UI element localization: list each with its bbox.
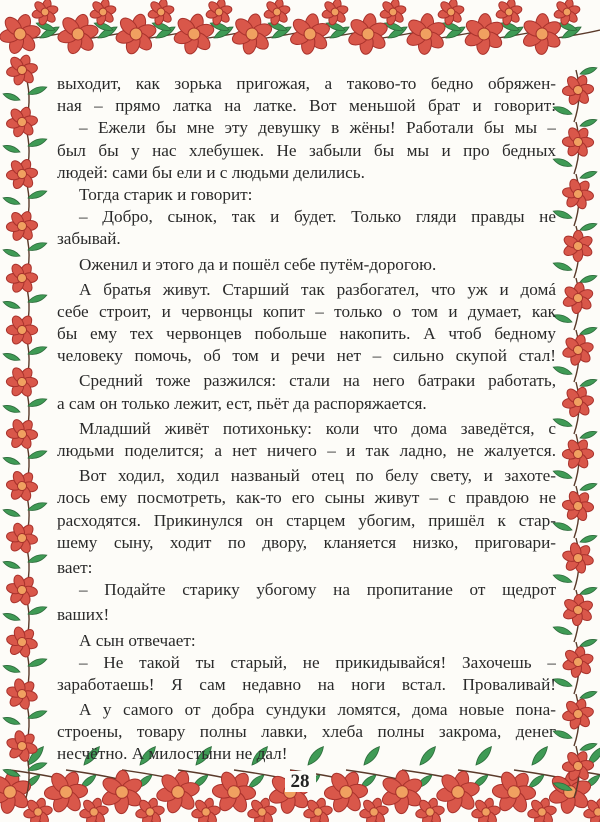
- text-line: людей: сами бы ели и с людьми делились.: [57, 162, 365, 182]
- flower-icon: [0, 464, 44, 508]
- text-line: Тогда старик и говорит:: [79, 184, 253, 204]
- leaf-icon: [2, 195, 21, 206]
- page-number: [0, 771, 600, 793]
- leaf-icon: [579, 533, 598, 544]
- text-line: А у самого от добра сундуки ломятся, дома новые пона-: [79, 700, 556, 720]
- leaf-icon: [579, 221, 598, 232]
- flower-icon: [559, 331, 598, 369]
- text-line: шему сыну, ходит по двору, кланяется низко, приговари-: [57, 532, 556, 552]
- leaf-icon: [2, 351, 21, 362]
- text-line: – Подайте старику убогому на пропитание от щедрот: [79, 580, 556, 600]
- flower-icon: [562, 230, 594, 262]
- leaf-icon: [2, 715, 21, 726]
- text-line: себе строит, и червонцы копит – только о том и думает, как: [57, 301, 556, 321]
- leaf-icon: [27, 396, 48, 408]
- flower-icon: [0, 516, 44, 560]
- flower-icon: [561, 593, 596, 627]
- text-line: лось ему посмотреть, как-то его сыны живут – с правдою не: [57, 488, 556, 508]
- flower-icon: [1, 153, 43, 195]
- leaf-icon: [579, 169, 598, 180]
- flower-icon: [520, 13, 563, 55]
- text-line: Средний тоже разжился: стали на него батраки работать,: [79, 371, 556, 391]
- text-line: заработаешь! Я сам недавно на ноги встал. Проваливай!: [57, 674, 556, 694]
- text-line: Оженил и этого да и пошёл себе путём-дорогою.: [79, 254, 437, 274]
- text-line: А братья живут. Старший так разбогател, что уж и домá: [79, 279, 556, 299]
- flower-icon: [559, 643, 597, 680]
- flower-icon: [0, 620, 44, 665]
- text-line: – Ежели бы мне эту девушку в жёны! Работали бы мы –: [79, 118, 556, 138]
- flower-icon: [1, 257, 44, 300]
- leaf-icon: [2, 143, 21, 154]
- text-line: строены, товару полны лавки, хлеба полны закрома, денег: [57, 722, 556, 742]
- leaf-icon: [27, 136, 48, 148]
- leaf-icon: [2, 247, 21, 258]
- text-line: – Не такой ты старый, не прикидывайся! Захочешь –: [79, 652, 556, 672]
- flower-icon: [1, 102, 42, 143]
- page-number-label: 28: [285, 771, 316, 792]
- leaf-icon: [579, 117, 598, 128]
- text-line: ная – прямо латка на латке. Вот меньшой брат и говорит:: [57, 96, 556, 116]
- flower-icon: [145, 0, 178, 28]
- text-line: людьми поделится; а нет ничего – и так ладно, не жалуется.: [57, 441, 556, 460]
- leaf-icon: [27, 604, 48, 616]
- leaf-icon: [27, 344, 48, 356]
- leaf-icon: [579, 481, 598, 492]
- leaf-icon: [27, 448, 48, 460]
- leaf-icon: [27, 552, 48, 564]
- leaf-icon: [2, 403, 21, 414]
- text-line: – Добро, сынок, так и будет. Только гляди правды не: [79, 207, 556, 227]
- leaf-icon: [2, 507, 21, 518]
- leaf-icon: [27, 240, 48, 252]
- leaf-icon: [27, 188, 48, 200]
- text-line: вает:: [57, 557, 93, 577]
- leaf-icon: [579, 65, 598, 76]
- leaf-icon: [2, 299, 21, 310]
- text-line: человеку помочь, об том и речи нет – сильно скупой стал!: [57, 346, 556, 366]
- flower-icon: [0, 568, 44, 612]
- leaf-icon: [27, 656, 48, 668]
- text-line: а сам он только лежит, ест, пьёт да распоряжается.: [57, 393, 427, 413]
- leaf-icon: [2, 91, 21, 102]
- flower-icon: [0, 724, 44, 769]
- text-line: несчётно. А милостыни не дал!: [57, 744, 288, 764]
- flower-icon: [0, 672, 44, 717]
- text-line: был бы у нас хлебушек. Не забыли бы мы и про бедных: [57, 140, 556, 160]
- leaf-icon: [27, 500, 48, 512]
- leaf-icon: [27, 708, 48, 720]
- leaf-icon: [2, 611, 21, 622]
- flower-icon: [0, 360, 44, 403]
- text-line: ваших!: [57, 605, 110, 625]
- leaf-icon: [579, 585, 598, 596]
- leaf-icon: [2, 455, 21, 466]
- flower-icon: [87, 0, 120, 28]
- flower-icon: [560, 280, 596, 315]
- flower-icon: [2, 50, 43, 90]
- leaf-icon: [579, 429, 598, 440]
- flower-icon: [0, 412, 44, 456]
- text-line: А сын отвечает:: [79, 630, 196, 650]
- flower-icon: [1, 205, 43, 247]
- text-line: забывай.: [57, 229, 121, 249]
- flower-icon: [0, 309, 43, 352]
- leaf-icon: [2, 663, 21, 674]
- text-line: расходятся. Прикинулся он старцем убогим, пришёл к стар-: [57, 510, 556, 530]
- flower-icon: [29, 0, 62, 28]
- text-line: Младший живёт потихоньку: коли что дома заведётся, с: [79, 418, 556, 438]
- text-line: бы ему тех червонцев побольше накопить. А чтоб бедному: [57, 324, 556, 344]
- leaf-icon: [2, 559, 21, 570]
- text-line: выходит, как зорька пригожая, а таково-то бедно обряжен-: [57, 74, 556, 93]
- story-text: [57, 73, 556, 766]
- text-line: Вот ходил, ходил названый отец по белу свету, и захоте-: [79, 466, 556, 486]
- leaf-icon: [27, 292, 48, 304]
- leaf-icon: [27, 84, 48, 96]
